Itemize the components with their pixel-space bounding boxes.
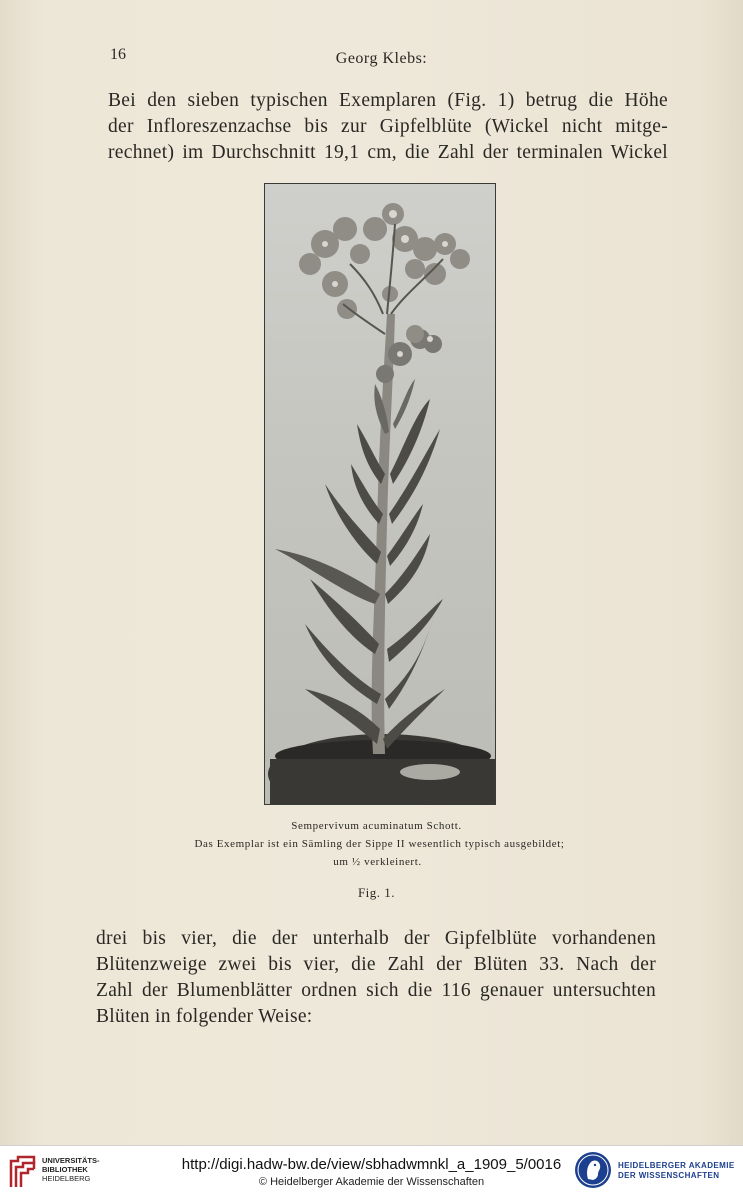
- figure-caption-scale: um ½ verkleinert.: [333, 856, 422, 868]
- text-line: Bei den sieben typischen Exemplaren (Fig. 1) betrug die Höhe: [108, 90, 668, 111]
- page-number: 16: [110, 46, 126, 63]
- academy-name: [618, 1161, 735, 1181]
- library-name-line: BIBLIOTHEK: [42, 1165, 88, 1174]
- text-line: Zahl der Blumenblätter ordnen sich die 116 genauer untersuchten: [96, 980, 656, 1001]
- academy-seal-icon: [574, 1151, 612, 1189]
- academy-name-line: DER WISSENSCHAFTEN: [618, 1171, 720, 1180]
- library-name-line: UNIVERSITÄTS-: [42, 1156, 100, 1165]
- library-name-line: HEIDELBERG: [42, 1174, 91, 1183]
- academy-name-line: HEIDELBERGER AKADEMIE: [618, 1161, 735, 1170]
- paragraph-bottom: [96, 926, 656, 1030]
- paragraph-top: [108, 88, 668, 166]
- permalink-url[interactable]: http://digi.hadw-bw.de/view/sbhadwmnkl_a_1909_5/0016: [181, 1156, 562, 1173]
- text-line: der Infloreszenzachse bis zur Gipfelblüte (Wickel nicht mitge-: [108, 116, 668, 137]
- text-line: rechnet) im Durchschnitt 19,1 cm, die Zahl der terminalen Wickel: [108, 142, 668, 163]
- text-line: drei bis vier, die der unterhalb der Gipfelblüte vorhandenen: [96, 928, 656, 949]
- text-line: Blütenzweige zwei bis vier, die Zahl der Blüten 33. Nach der: [96, 954, 656, 975]
- copyright-notice: © Heidelberger Akademie der Wissenschaften: [258, 1176, 485, 1188]
- sempervivum-plant-image: [265, 184, 495, 804]
- running-head: Georg Klebs:: [335, 50, 428, 67]
- figure-caption-title: Sempervivum acuminatum Schott.: [291, 820, 462, 832]
- plant-photograph: [264, 183, 496, 805]
- figure-label: Fig. 1.: [357, 885, 396, 900]
- text-line: Blüten in folgender Weise:: [96, 1006, 313, 1027]
- viewer-footer: [0, 1145, 743, 1197]
- figure-caption-description: Das Exemplar ist ein Sämling der Sippe II wesentlich typisch ausgebildet;: [194, 838, 565, 850]
